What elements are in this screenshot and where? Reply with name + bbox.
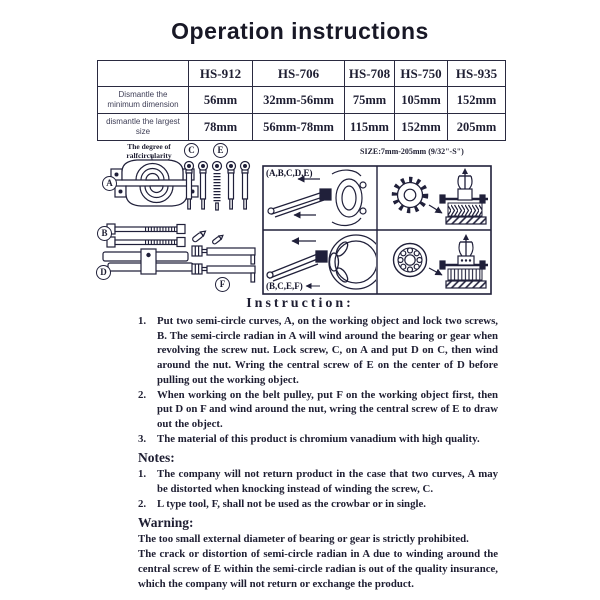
warning-paragraph: The too small external diameter of bearing or gear is strictly prohibited. bbox=[138, 533, 469, 546]
part-label-e: E bbox=[213, 143, 228, 158]
table-row-largest bbox=[98, 114, 506, 141]
cell-value: 115mm bbox=[345, 114, 395, 141]
item-text: The material of this product is chromium vanadium with high quality. bbox=[157, 432, 480, 445]
instruction-heading: Instruction: bbox=[246, 296, 354, 311]
text-column bbox=[138, 314, 498, 591]
cone-adapters bbox=[192, 229, 224, 244]
cell-value: 56mm-78mm bbox=[253, 114, 345, 141]
warning-paragraph: The crack or distortion of semi-circle radian in A due to winding around the central screw of E within the semi-circle radian is out of the quality insurance, which the company will not return or exchange the product. bbox=[138, 548, 498, 590]
cell-value: 56mm bbox=[189, 87, 253, 114]
panel-top-label: (A,B,C,D,E) bbox=[266, 168, 313, 178]
item-number: 2. bbox=[138, 497, 147, 510]
caption-line2: ralfcircularity bbox=[126, 151, 172, 160]
warning-heading: Warning: bbox=[138, 515, 194, 531]
header-cell-hs708: HS-708 bbox=[345, 61, 395, 87]
degree-caption bbox=[107, 142, 191, 160]
notes-heading: Notes: bbox=[138, 450, 175, 466]
page-title: Operation instructions bbox=[171, 18, 429, 44]
panel-bottom-label: (B,C,E,F) bbox=[266, 281, 303, 291]
part-label-a: A bbox=[102, 176, 117, 191]
item-number: 3. bbox=[138, 432, 147, 445]
row-label: Dismantle the minimum dimension bbox=[98, 87, 189, 114]
header-cell-hs706: HS-706 bbox=[253, 61, 345, 87]
note-item bbox=[138, 467, 498, 496]
table-header-row bbox=[98, 61, 506, 87]
header-cell-hs750: HS-750 bbox=[395, 61, 448, 87]
cell-value: 75mm bbox=[345, 87, 395, 114]
size-note: SIZE:7mm-205mm (9/32"-S") bbox=[360, 147, 464, 156]
cell-value: 152mm bbox=[395, 114, 448, 141]
note-item bbox=[138, 497, 498, 512]
header-cell-blank bbox=[98, 61, 189, 87]
item-text: L type tool, F, shall not be used as the crowbar or in single. bbox=[157, 497, 426, 510]
cell-value: 105mm bbox=[395, 87, 448, 114]
spec-table bbox=[97, 60, 506, 141]
item-text: When working on the belt pulley, put F on the working object first, then put D on F and wind around the nut, wring the central screw of E to draw out the object. bbox=[157, 388, 498, 430]
cell-value: 205mm bbox=[448, 114, 506, 141]
usage-panels-illustration bbox=[262, 165, 492, 295]
row-label: dismantle the largest size bbox=[98, 114, 189, 141]
table-row-minimum bbox=[98, 87, 506, 114]
part-label-d: D bbox=[96, 265, 111, 280]
item-text: Put two semi-circle curves, A, on the working object and lock two screws, B. The semi-circle radian in A will wind around the bearing or gear when revolving the screw nut. Lock screw, C, on A and put D on C, then wind around the nut. Wring the central screw of E on the center of D before pulling out the working object. bbox=[157, 315, 498, 386]
header-cell-hs935: HS-935 bbox=[448, 61, 506, 87]
part-b-lock-screws bbox=[107, 224, 185, 247]
cell-value: 152mm bbox=[448, 87, 506, 114]
part-d-cross-bar bbox=[103, 249, 193, 274]
instruction-item bbox=[138, 314, 498, 388]
caption-line1: The degree of bbox=[127, 142, 171, 151]
parts-illustration bbox=[95, 142, 265, 294]
item-number: 1. bbox=[138, 468, 147, 481]
part-label-b: B bbox=[97, 226, 112, 241]
header-cell-hs912: HS-912 bbox=[189, 61, 253, 87]
diagram-area bbox=[95, 142, 505, 300]
item-text: The company will not return product in the case that two curves, A may be distorted when knocking instead of winding the screw, C. bbox=[157, 468, 498, 496]
cell-value: 78mm bbox=[189, 114, 253, 141]
instruction-item bbox=[138, 432, 498, 447]
item-number: 1. bbox=[138, 315, 147, 327]
cell-value: 32mm-56mm bbox=[253, 87, 345, 114]
part-label-c: C bbox=[184, 143, 199, 158]
instruction-item bbox=[138, 388, 498, 432]
item-number: 2. bbox=[138, 388, 147, 401]
part-label-f: F bbox=[215, 277, 230, 292]
